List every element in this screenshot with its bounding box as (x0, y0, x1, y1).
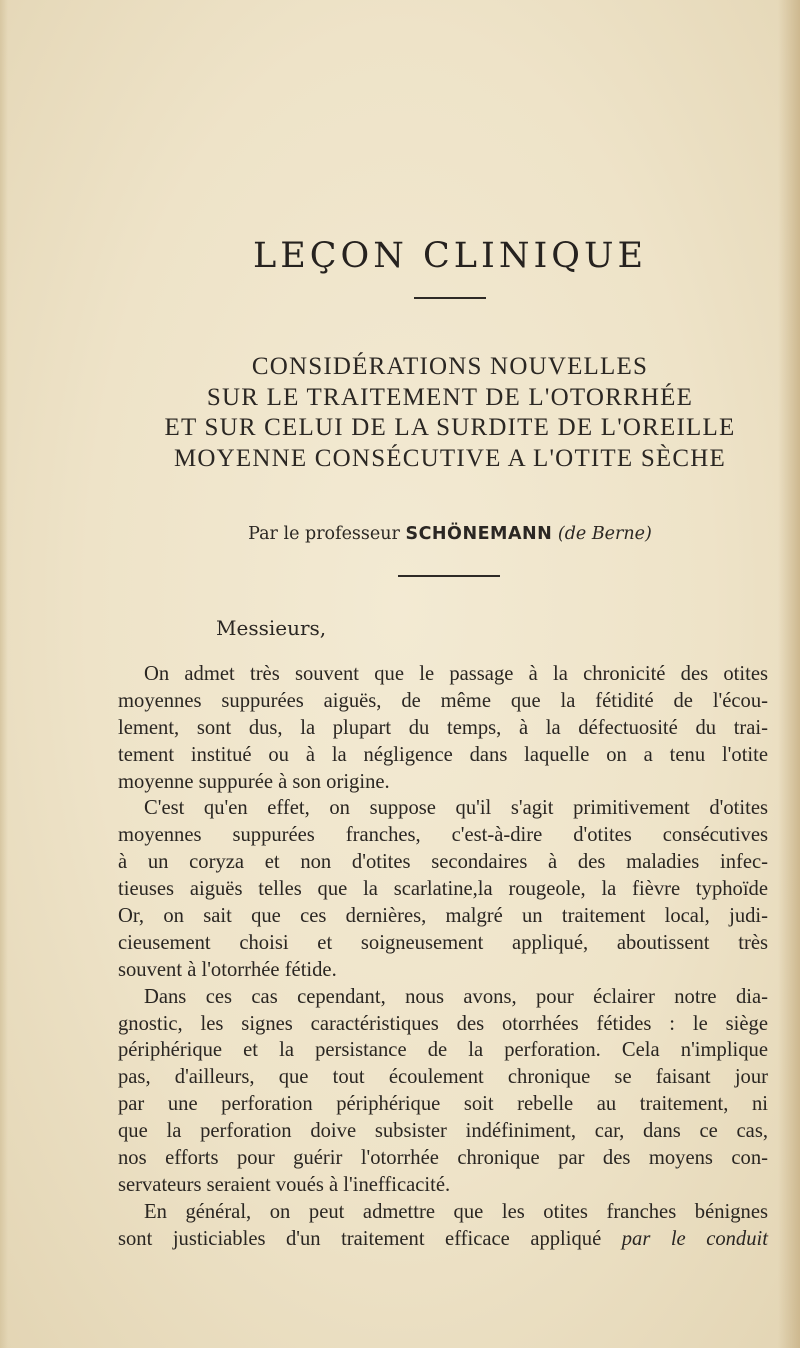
byline-prefix: Par le professeur (248, 524, 400, 544)
text-line: On admet très souvent que le passage à la chronicité des otites (144, 663, 768, 685)
body-text (118, 661, 768, 1253)
text-line: pas, d'ailleurs, que tout écoulement chronique se faisant jour (118, 1066, 768, 1089)
title-divider (414, 297, 486, 299)
article-subtitle (0, 352, 800, 474)
text-line: moyenne suppurée à son origine. (118, 770, 390, 793)
text-line: à un coryza et non d'otites secondaires à des maladies infec- (118, 851, 768, 874)
text-line: Dans ces cas cependant, nous avons, pour éclairer notre dia- (144, 985, 768, 1008)
subtitle-line: MOYENNE CONSÉCUTIVE A L'OTITE SÈCHE (173, 444, 727, 472)
text-line: tieuses aiguës telles que la scarlatine,la rougeole, la fièvre typhoïde (118, 878, 768, 901)
subtitle-line: CONSIDÉRATIONS NOUVELLES (251, 353, 649, 380)
lecture-title: LEÇON CLINIQUE (252, 236, 648, 276)
text-line: périphérique et la persistance de la perforation. Cela n'implique (118, 1039, 768, 1062)
text-line: que la perforation doive subsister indéfiniment, car, dans ce cas, (118, 1120, 768, 1143)
text-line: Or, on sait que ces dernières, malgré un traitement local, judi- (118, 905, 768, 928)
text-line: gnostic, les signes caractéristiques des otorrhées fétides : le siège (118, 1012, 768, 1035)
final-line-text: sont justiciables d'un traitement efficace appliqué (118, 1227, 602, 1250)
author-affiliation: (de Berne) (557, 524, 652, 544)
final-line-italic: par le conduit (621, 1227, 768, 1250)
text-line: lement, sont dus, la plupart du temps, à la défectuosité du trai- (118, 716, 768, 739)
text-line: tement institué ou à la négligence dans laquelle on a tenu l'otite (118, 743, 768, 766)
text-line: En général, on peut admettre que les otites franches bénignes (144, 1200, 768, 1223)
author-byline (0, 524, 800, 544)
text-line: par une perforation périphérique soit rebelle au traitement, ni (118, 1093, 768, 1116)
salutation: Messieurs, (216, 616, 327, 640)
author-name: SCHÖNEMANN (405, 524, 553, 544)
subtitle-line: ET SUR CELUI DE LA SURDITE DE L'OREILLE (164, 414, 736, 441)
text-line: moyennes suppurées aiguës, de même que la fétidité de l'écou- (118, 689, 768, 712)
text-line: servateurs seraient voués à l'inefficacité. (118, 1173, 451, 1196)
text-line: cieusement choisi et soigneusement appliqué, aboutissent très (118, 931, 768, 954)
text-line-final (118, 1226, 768, 1253)
byline-divider (398, 575, 500, 577)
text-line: C'est qu'en effet, on suppose qu'il s'agit primitivement d'otites (144, 797, 768, 820)
text-line: nos efforts pour guérir l'otorrhée chronique par des moyens con- (118, 1147, 768, 1170)
subtitle-line: SUR LE TRAITEMENT DE L'OTORRHÉE (206, 383, 694, 411)
text-line: moyennes suppurées franches, c'est-à-dire d'otites consécutives (118, 824, 768, 847)
text-line: souvent à l'otorrhée fétide. (118, 958, 337, 981)
